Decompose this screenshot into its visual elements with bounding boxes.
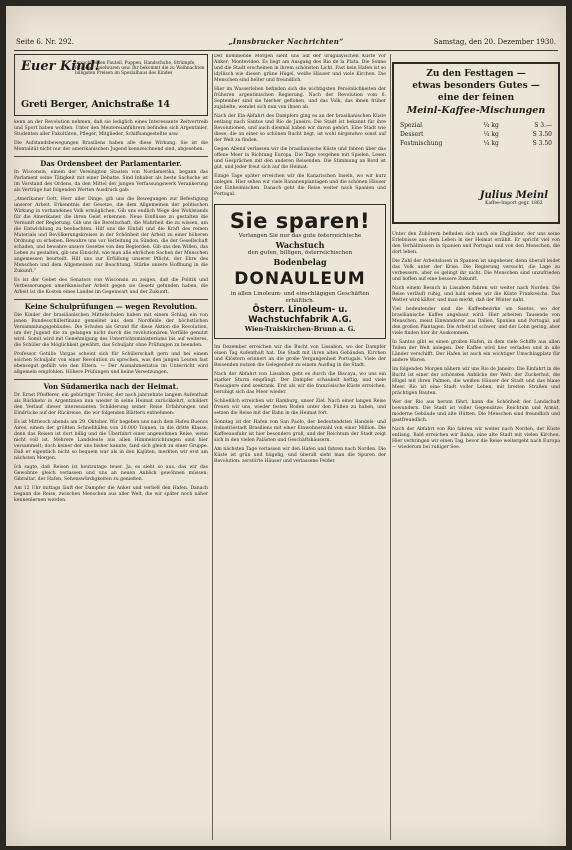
ad-line: Zu den Festtagen — xyxy=(426,69,526,79)
ad-line: in allen Linoleum- und einschlägigen Geschäften erhältlich. xyxy=(230,291,370,304)
product-name: Festmischung xyxy=(400,140,443,147)
article-headline: Das Ordensbeet der Parlamentarier. xyxy=(40,159,182,168)
issue-date: Samstag, den 20. Dezember 1930. xyxy=(433,38,556,46)
article-paragraph: Der kommende Morgen sieht uns auf der uruguayischen Küste vor Anker; Montevideo. Es liegt am Ausgang des Rio de la Plata. Die Sonne und die Stadt erscheinen in ihrem schönsten Licht. Fast kein Hafen ist so idyllisch wie dieser: grüne Hügel, weiße Häuser und viele Kirchen. Die Menschen sind heiter und freundlich. xyxy=(214,54,386,83)
product-name: Spezial xyxy=(400,122,423,129)
brand-name: Julius Meinl xyxy=(479,190,548,201)
divider xyxy=(14,156,208,157)
column-1 xyxy=(14,54,213,840)
advertisement-euer-kind xyxy=(14,54,208,116)
ad-line: Meinl-Kaffee-Mischungen xyxy=(406,105,546,116)
newspaper-page xyxy=(6,6,566,846)
ad-line: etwas besonders Gutes — xyxy=(412,81,540,91)
article-paragraph: Dr. Ernst Pfeifferer, ein gebürtiger Tiroler, der nach jahrzehnte langem Aufenthalt als Rückkehr in Argentinien nun wieder in seine Heimat zurückkehrt, schildert den Verlauf dieser interessanten Schilderung seiner Reise Erfahrungen und Eindrücke auf der Rückreise, die wir folgenden Blättern entnehmen: xyxy=(14,393,208,416)
article-paragraph: Die Zahl der Arbeitslosen in Spanien ist ungeheuer, denn überall leidet das Volk unter der Krise. Die Regierung versucht, die Lage zu verbessern, aber es gelingt ihr nicht. Die Menschen sind unzufrieden und hoffen auf eine bessere Zukunft. xyxy=(392,259,560,282)
product-unit: ¼ kg xyxy=(483,122,499,129)
newspaper-title: „Innsbrucker Nachrichten“ xyxy=(228,37,344,46)
article-paragraph: Einige Tage später erreichen wir die Kanarischen Inseln, wo wir kurz anlegen. Hier sehen wir viele Bananenplantagen und die schönen Häuser der Einheimischen. Danach geht die Reise weiter nach Spanien und Portugal. xyxy=(214,174,386,197)
price-row xyxy=(400,130,552,139)
column-3 xyxy=(392,54,560,840)
article-paragraph: Nach der Abfahrt von Rio fahren wir weiter nach Norden, der Küste entlang. Bald erreichen wir Bahia, eine alte Stadt mit vielen Kirchen. Hier verbringen wir einen Tag, bevor die Reise weitergeht nach Europa — wiederum bei ruhiger See. xyxy=(392,427,560,450)
ad-firm: Greti Berger, Anichstraße 14 xyxy=(21,99,170,110)
article-paragraph: Im folgenden Morgen nähern wir uns Rio de Janeiro. Die Einfahrt in die Bucht ist einer der schönsten Anblicke der Welt: der Zuckerhut, die Hügel mit ihren Palmen, die weißen Häuser der Stadt und das blaue Meer. Rio ist eine Stadt voller Leben, mit breiten Straßen und prächtigen Bauten. xyxy=(392,367,560,396)
ad-line: Wachstuch xyxy=(275,240,325,250)
article-paragraph: In Wisconsin, einem der Vereinigten Staaten von Nordamerika, begann das Parlament seine Tätigkeit mit einer Debatte. Sind Inhaber als beste Sachsche ist im Vorstand des Ordens, da den Mittel der jungen Verfassungswerk Verankerung als Verträge hat folgenden Worten Ausdruck gab: xyxy=(14,170,208,193)
ad-firm: Österr. Linoleum- u. Wachstuchfabrik A.G. xyxy=(248,305,352,325)
article-paragraph: Wer der Rio aus herum fährt, kann die Schönheit der Landschaft bewundern. Die Stadt ist voller Gegensätze: Reichtum und Armut, moderne Gebäude und alte Hütten. Die Menschen sind freundlich und gastfreundlich. xyxy=(392,400,560,423)
ad-brand-signature xyxy=(480,190,548,206)
advertisement-meinl-kaffee xyxy=(392,62,560,224)
ad-line: den guten, billigen, österreichischen xyxy=(247,250,353,256)
article-headline: Von Südamerika nach der Heimat. xyxy=(43,382,179,391)
article-paragraph: Unter den Zuhörern befinden sich auch ein Engländer, der uns seine Erlebnisse aus dem Leben in der Heimat erzählt. Er spricht viel von den Verhältnissen in Spanien und Portugal und von den Menschen, die dort leben. xyxy=(392,232,560,255)
ad-line: eine der feinen xyxy=(437,93,515,103)
price-row xyxy=(400,121,552,130)
article-headline: Keine Schulprüfungen — wegen Revolution. xyxy=(24,302,198,311)
article-paragraph: Es ist der Gebet des Senators von Wisconsin zu zeigen, daß die Politik und Verbesserungen amerikanischer Arbeit gegen sie Gesetz gefunden haben, die Arbeit ist die Kosten eines Landes im Gegenwart und der Zukunft. xyxy=(14,278,208,295)
price-row xyxy=(400,139,552,148)
article-paragraph: Es ist Mittwoch abends am 29. Oktober. Wir begeben uns nach dem Hafen Buenos Aires, einem der größten Schnellhäfen von 20.000 Tonnen, in die dritte Klasse, denn das Reisen ist dort billig und die Überfahrt einer angenehmen Reise, wenn nicht voll ist. Mehrere Landsleute aus allen Himmelsrichtungen sind hier versammelt; doch keiner der uns bisher kannte, fand sich gleich zu einer Gruppe. Daß er eigentlich nicht so bequem war als in den Kajüten, merkten wir erst am nächsten Morgen. xyxy=(14,420,208,461)
product-unit: ¼ kg xyxy=(483,140,499,147)
price-table xyxy=(400,121,552,148)
article-paragraph: Nach der Abfahrt von Lissabon geht es durch die Biscaya, wo uns ein starker Sturm empfängt. Der Dampfer schaukelt heftig, und viele Passagiere sind seekrank. Erst als wir die französische Küste erreichen, beruhigt sich das Meer wieder. xyxy=(214,372,386,395)
advertisement-donauleum xyxy=(214,204,386,339)
article-paragraph: „Amerikaner Gott, Herr aller Dinge, gib uns die Bewegungen zur Befestigung unserer Arbeit. Erkenntnis der Gesetze, die dem Allgemeinen der politischen Wirkung in vorhandenes Volk ermöglichen. Gib uns endlich Wege des Wohlstands für die Amerikaner, die ihren Geist erkennen. Neue Einflüsse zu gestalten die Vernunft der Regierung. Gib uns die Bereitschaft, die Wahrheit die zu wissen, um die Entwicklung zu beobachten. Hilf uns die Einfalt und die Kraft des reinen Materials und Bevölkerungskreises in der Schönheit der Arbeit zu einer höheren Ordnung zu erheben. Bewahre uns vor Verleitung zu Sünden, die der Gesellschaft schaden, und bewahre unsere Gesetze von den Begierden. Gib uns den Willen, das Leben zu gestalten, gib uns Einsicht, wie man alle ehrlichen Sachen der Menschen angemessen beurteilt. Hilf uns zur Erfüllung unserer Pflicht, der Ehre des Menschen und dem Allgemeinen zur Beachtung. Stärke unsere Hoffnung in die Zukunft.“ xyxy=(14,197,208,274)
article-paragraph: Nach der Ein-Abfahrt des Dampfers ging es an der brasilianischen Küste entlang nach Santos und Rio de Janeiro. Die Stadt ist bekannt für ihre Revolutionen, und auch diesmal haben wir davon gehört. Eine Stadt wie diese, die an einer so schönen Bucht liegt, ist wohl nirgendwo sonst auf der Welt zu finden. xyxy=(214,114,386,143)
ad-headline: Sie sparen! xyxy=(229,209,371,233)
article-paragraph: Im Dezember erreichen wir die Bucht von Lissabon, wo der Dampfer einen Tag Aufenthalt hat. Die Stadt mit ihren alten Gebäuden, Kirchen und Klöstern erinnert an die große Vergangenheit Portugals. Viele der Reisenden nutzen die Gelegenheit zu einem Ausflug in die Stadt. xyxy=(214,345,386,368)
article-paragraph: Am nächsten Tage verlassen wir den Hafen und fahren nach Norden. Die Küste ist grün und hügelig, und überall sieht man die Spuren der Revolution: zerstörte Häuser und verlassene Felder. xyxy=(214,447,386,464)
product-price: S 3.50 xyxy=(532,140,552,147)
divider xyxy=(14,299,208,300)
article-paragraph: Professor Getúlio Vargas scheint sich für Schülerschaft gern und bei einem solchen Schuljahr von einer Revolution zu sprechen, was den jungen Leuten fast ebensogut gefällt wie den Eltern. — Der Ausnahmestatus im Unterricht wird allgemein empfohlen. Höhere Prüfungen und keine Versetzungen. xyxy=(14,352,208,375)
column-2 xyxy=(214,54,391,840)
page-header xyxy=(14,36,558,51)
article-paragraph: Am 12 Uhr mittags läuft der Dampfer die Anker und verließ den Hafen. Danach begann die Reise, zwischen Menschen aus aller Welt, die wir später noch näher kennenlernen werden. xyxy=(14,486,208,503)
ad-brand: DONAULEUM xyxy=(234,269,366,289)
article-paragraph: Hier im Wasserleben befinden sich die wichtigsten Persönlichkeiten der früheren argentinischen Regierung. Nach der Revolution vom 6. September sind sie hierher geflohen, und das Volk, das ihnen früher zujubelte, wendet sich nun von ihnen ab. xyxy=(214,87,386,110)
article-paragraph: Nach einem Besuch in Lissabon fahren wir weiter nach Norden. Die Reise verläuft ruhig, und bald sehen wir die Küste Frankreichs. Das Wetter wird kälter, und man merkt, daß der Winter naht. xyxy=(392,286,560,303)
brand-subtitle: Kaffee-Import gegr. 1862 xyxy=(485,201,543,206)
ad-title: Euer Kind! xyxy=(21,59,101,74)
product-price: S 3.50 xyxy=(532,131,552,138)
article-paragraph: Sonntag ist der Hafen von San Paolo, der bedeutendsten Handels- und Industriestadt Brasiliens mit einer Einwohnerzahl von einer Million. Die Kaffeeausfuhr ist hier besonders groß, und der Reichtum der Stadt zeigt sich in den vielen Palästen und Geschäftshäusern. xyxy=(214,420,386,443)
article-paragraph: In Santos gibt es einen großen Hafen, in dem viele Schiffe aus allen Teilen der Welt anlegen. Der Kaffee wird hier verladen und in alle Länder verschifft. Der Hafen ist auch ein wichtiger Umschlagplatz für andere Waren. xyxy=(392,340,560,363)
article-paragraph: Gegen Abend verlassen wir die brasilianische Küste und fahren über das offene Meer in Richtung Europa. Die Tage vergehen mit Spielen, Lesen und Gesprächen mit den anderen Reisenden. Die Stimmung an Bord ist gut, und jeder freut sich auf die Heimat. xyxy=(214,147,386,170)
article-paragraph: Viel bedeutender sind die Kaffeebezirke um Santos, wo der brasilianische Kaffee angebaut wird. Hier arbeiten Tausende von Menschen, meist Einwanderer aus Italien, Spanien und Portugal, auf den großen Plantagen. Die Arbeit ist schwer, und der Lohn gering, aber viele finden hier ihr Auskommen. xyxy=(392,307,560,336)
product-name: Dessert xyxy=(400,131,424,138)
article-paragraph: Schließlich erreichen wir Hamburg, unser Ziel. Nach einer langen Reise freuen wir uns, wieder festen Boden unter den Füßen zu haben, und setzen die Reise mit der Bahn in die Heimat fort. xyxy=(214,399,386,416)
ad-line: Bodenbelag xyxy=(273,257,327,267)
page-number: Seite 6. Nr. 292. xyxy=(16,38,74,46)
article-paragraph: Die Kinder der brasilianischen Mittelschulen haben mit einem Schlag ein von jenen Bundesschülerfinanz gemeldet aus dem Nordfelde der höchstlichen Versammlungsgebäudes. Die Schulen als Grund für diese Aktion die Revolution, um der Jugend die zu gelangen nicht durch die revolutionären Vorfälle genutzt wird. Somit wird mit Genehmigung des Unterrichtsministeriums bis auf weiteres, die Schüler die Möglichkeit gewährt, das Schuljahr ohne Prüfungen zu beenden. xyxy=(14,313,208,348)
article-paragraph: Ich sagte, daß Reisen ist heutzutage teuer. Ja, es sieht so aus, das wir das Gewohnte gleich verlassen und uns an neuen Anblick gewöhnen müssen; Gibraltar, der Hafen, Sehenswürdigkeiten zu genießen. xyxy=(14,465,208,482)
divider xyxy=(14,379,208,380)
ad-line: Verlangen Sie nur das gute österreichische xyxy=(238,233,362,239)
product-price: S 3.— xyxy=(534,122,552,129)
ad-address: Wien-Traiskirchen-Brunn a. G. xyxy=(244,325,356,333)
article-paragraph: kenn an der Revolution nehmen, daß sie lediglich eines Interessante Zeitvertreib und Sport haben wollten. Unter den Meutereianführern befinden sich Argentinier, Studenten aller Fakultäten, Pfleger, Mitglieder, Schiffsangestellte usw. xyxy=(14,120,208,137)
product-unit: ¼ kg xyxy=(483,131,499,138)
ad-text: braucht einen Fauteil, Puppen, Handschuhe, Strümpfe, Pullover. Spielwaren usw. Ihr bekommt die zu Weihnachten billigsten Preisen im Spezialhaus des Kindes xyxy=(75,61,205,76)
article-paragraph: Die Aufstandsbewegungen Brasiliens haben alle diese Wirkung. Sie ist die Mentalität nicht nur der amerikanischen Jugend kennzeichnend sind, abgesehen. xyxy=(14,141,208,152)
